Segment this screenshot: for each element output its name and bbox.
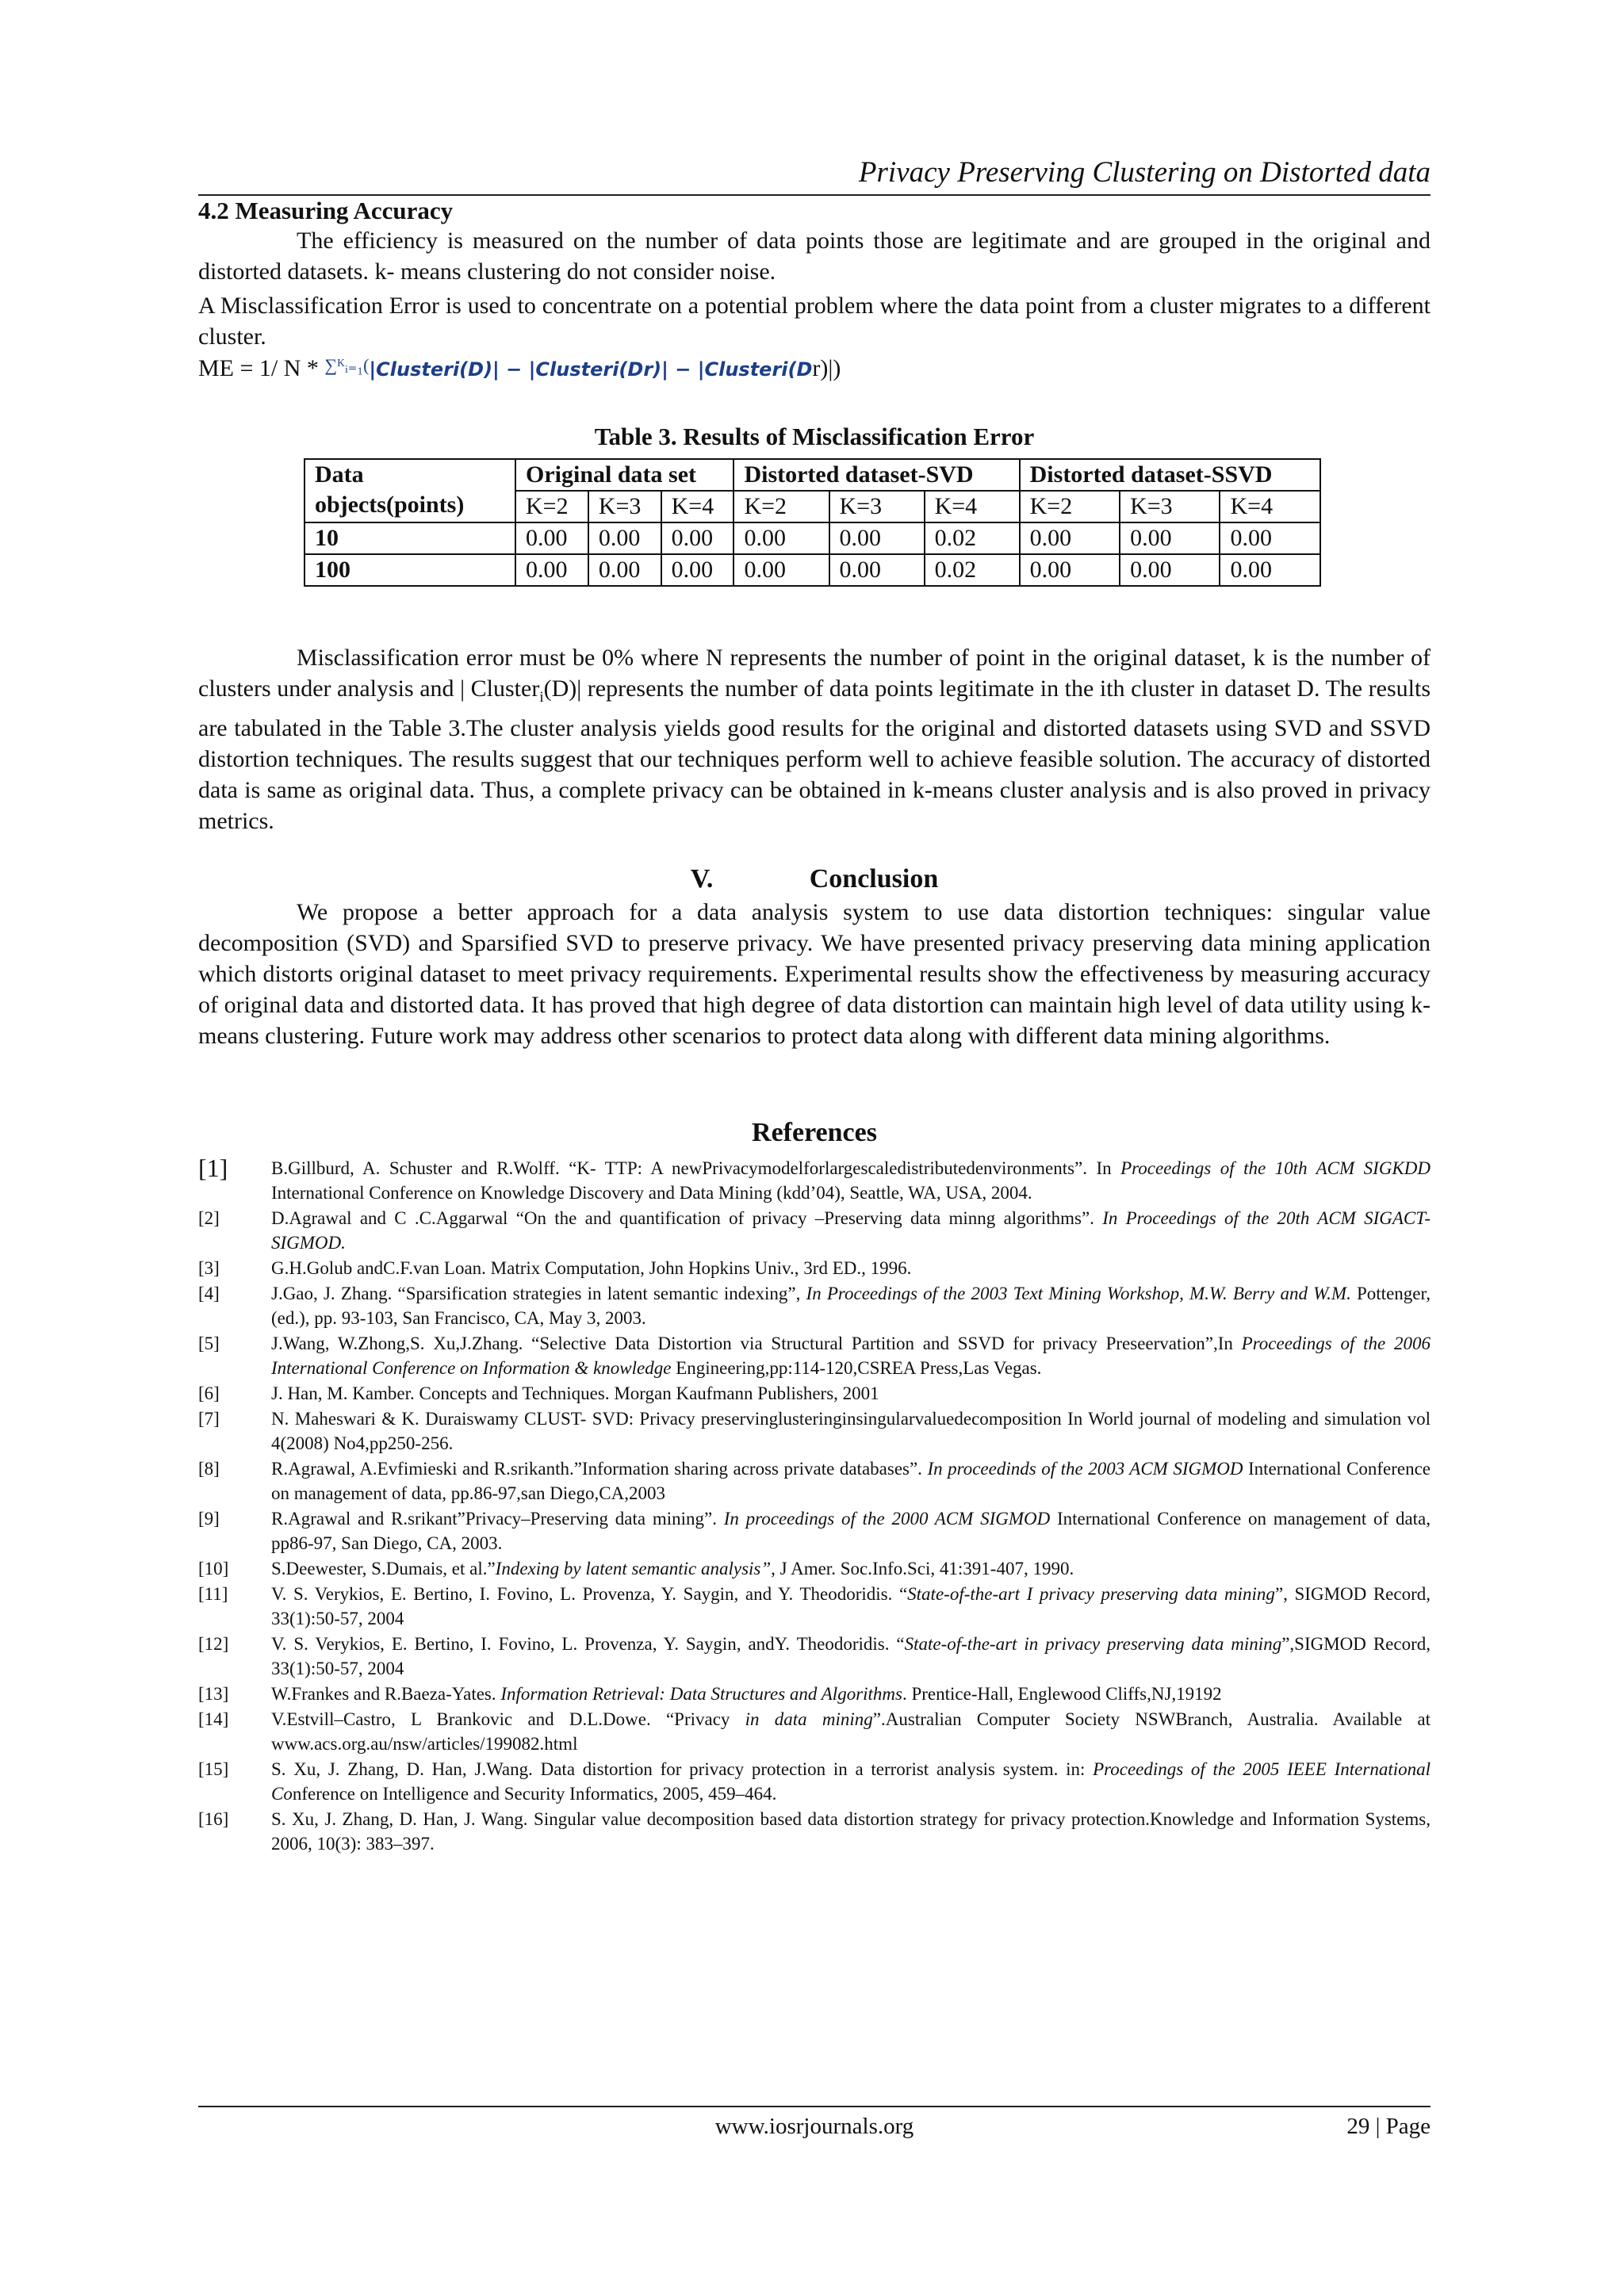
reference-italic-part: In Proceedings of the 20th ACM SIGACT-SIGMOD. <box>271 1208 1431 1253</box>
reference-number: [4] <box>198 1284 220 1303</box>
table-cell: 0.00 <box>661 554 734 586</box>
table-cell: 0.02 <box>925 554 1020 586</box>
table-cell: 0.00 <box>829 522 925 554</box>
reference-text <box>271 1156 1431 1205</box>
reference-item <box>198 1707 1431 1756</box>
formula-term-3: |Clusteri(D <box>697 358 813 381</box>
reference-text-part: J. Han, M. Kamber. Concepts and Techniques. Morgan Kaufmann Publishers, 2001 <box>271 1383 879 1403</box>
me-formula <box>198 355 841 382</box>
reference-item <box>198 1807 1431 1856</box>
reference-text-part: Engineering,pp:114-120,CSREA Press,Las Vegas. <box>671 1358 1042 1378</box>
footer-url: www.iosrjournals.org <box>714 2114 914 2139</box>
table-cell: 0.00 <box>515 522 588 554</box>
reference-item <box>198 1331 1431 1380</box>
reference-number: [6] <box>198 1383 220 1403</box>
table-header-svd: Distorted dataset-SVD <box>733 459 1019 491</box>
reference-text-part: V. S. Verykios, E. Bertino, I. Fovino, L. Provenza, Y. Saygin, and Y. Theodoridis. “ <box>271 1584 908 1604</box>
table-cell: 0.00 <box>661 522 734 554</box>
misclassification-table <box>304 458 1321 587</box>
table-cell: 0.00 <box>1220 522 1320 554</box>
table-cell: 0.00 <box>515 554 588 586</box>
reference-italic-part: Indexing by latent semantic analysis” <box>495 1559 772 1578</box>
reference-number: [5] <box>198 1334 220 1353</box>
reference-text-part: S. Xu, J. Zhang, D. Han, J.Wang. Data distortion for privacy protection in a terrorist analysis system. in: <box>271 1759 1094 1779</box>
formula-minus-2: − <box>668 358 698 381</box>
table-cell: 0.00 <box>733 554 829 586</box>
reference-number: [14] <box>198 1709 229 1729</box>
table-row <box>304 554 1320 586</box>
table-cell: 0.00 <box>1020 522 1120 554</box>
table-header-original: Original data set <box>515 459 733 491</box>
references-list <box>198 1156 1431 1857</box>
reference-text-part: V.Estvill–Castro, L Brankovic and D.L.Dowe. “Privacy <box>271 1709 745 1729</box>
reference-italic-part: In Proceedings of the 2003 Text Mining Workshop, M.W. Berry and W.M. <box>806 1284 1351 1303</box>
formula-prefix: ME = 1/ N * <box>198 355 325 381</box>
reference-text-part: , J Amer. Soc.Info.Sci, 41:391-407, 1990. <box>771 1559 1074 1578</box>
reference-italic-part: Proceedings of the 2006 International Conference on Information & knowledge <box>271 1334 1431 1378</box>
reference-text-part: International Conference on Knowledge Discovery and Data Mining (kdd’04), Seattle, WA, USA, 2004. <box>271 1183 1032 1203</box>
table-cell: 0.00 <box>1120 554 1220 586</box>
conclusion-heading <box>198 864 1431 894</box>
reference-number: [9] <box>198 1509 220 1529</box>
table-header-data-objects: Data objects(points) <box>304 459 515 522</box>
reference-text <box>271 1256 1431 1280</box>
reference-text <box>271 1582 1431 1631</box>
reference-italic-part: In proceedings of the 2000 ACM SIGMOD <box>723 1509 1051 1529</box>
row-label: 10 <box>304 522 515 554</box>
reference-text <box>271 1632 1431 1681</box>
references-heading: References <box>752 1118 877 1147</box>
reference-item <box>198 1381 1431 1406</box>
reference-text-part: nference on Intelligence and Security Informatics, 2005, 459–464. <box>292 1784 777 1804</box>
reference-number: [12] <box>198 1634 229 1654</box>
reference-text-part: Pottenger, (ed.), pp. 93-103, San Francisco, CA, May 3, 2003. <box>271 1284 1431 1328</box>
reference-item <box>198 1256 1431 1280</box>
k-label: K=4 <box>661 491 734 522</box>
reference-text-part: R.Agrawal, A.Evfimieski and R.srikanth.”Information sharing across private databases”. <box>271 1459 928 1479</box>
reference-item <box>198 1757 1431 1806</box>
k-label: K=2 <box>1020 491 1120 522</box>
reference-number: [1] <box>198 1154 228 1182</box>
reference-text <box>271 1556 1431 1581</box>
reference-item <box>198 1206 1431 1255</box>
reference-text-part: International Conference on management of data, pp86-97, San Diego, CA, 2003. <box>271 1509 1431 1553</box>
table-cell: 0.00 <box>829 554 925 586</box>
k-label: K=3 <box>588 491 661 522</box>
table-cell: 0.00 <box>1020 554 1120 586</box>
table-cell: 0.00 <box>1120 522 1220 554</box>
formula-minus-1: − <box>499 358 529 381</box>
table-row <box>304 522 1320 554</box>
reference-italic-part: In proceedinds of the 2003 ACM SIGMOD <box>927 1459 1243 1479</box>
reference-text-part: D.Agrawal and C .C.Aggarwal “On the and quantification of privacy –Preserving data minng algorithms”. <box>271 1208 1103 1228</box>
reference-text-part: ”, SIGMOD Record, 33(1):50-57, 2004 <box>271 1584 1431 1628</box>
reference-item <box>198 1556 1431 1581</box>
footer-rule <box>198 2106 1431 2107</box>
table-header-ssvd: Distorted dataset-SSVD <box>1020 459 1320 491</box>
table-cell: 0.00 <box>588 522 661 554</box>
reference-item <box>198 1632 1431 1681</box>
reference-text <box>271 1707 1431 1756</box>
reference-number: [11] <box>198 1584 228 1604</box>
reference-text-part: J.Wang, W.Zhong,S. Xu,J.Zhang. “Selective Data Distortion via Structural Partition and SSVD for privacy Preseervation”,In <box>271 1334 1242 1353</box>
formula-suffix: r)|) <box>812 355 841 381</box>
reference-item <box>198 1506 1431 1556</box>
reference-text <box>271 1281 1431 1330</box>
reference-text-part: G.H.Golub andC.F.van Loan. Matrix Computation, John Hopkins Univ., 3rd ED., 1996. <box>271 1258 912 1278</box>
reference-italic-part: Proceedings of the 2005 IEEE International Co <box>271 1759 1431 1804</box>
reference-number: [2] <box>198 1208 220 1228</box>
reference-text <box>271 1506 1431 1556</box>
reference-text <box>271 1406 1431 1456</box>
reference-italic-part: Information Retrieval: Data Structures and Algorithms <box>500 1684 902 1704</box>
reference-number: [13] <box>198 1684 229 1704</box>
reference-item <box>198 1281 1431 1330</box>
results-paragraph <box>198 642 1431 836</box>
reference-number: [3] <box>198 1258 220 1278</box>
results-text-2: (D)| represents the number of data points legitimate in the ith cluster in dataset D. The results are tabulated in the Table 3.The cluster analysis yields good results for the original and distorted datasets using SVD and SSVD distortion techniques. The results suggest that our techniques perform well to achieve feasible solution. The accuracy of distorted data is same as original data. Thus, a complete privacy can be obtained in k-means cluster analysis and is also proved in privacy metrics. <box>198 675 1431 834</box>
reference-number: [8] <box>198 1459 220 1479</box>
reference-italic-part: State-of-the-art I privacy preserving data mining <box>907 1584 1275 1604</box>
reference-text <box>271 1206 1431 1255</box>
k-label: K=4 <box>925 491 1020 522</box>
k-label: K=4 <box>1220 491 1320 522</box>
reference-text <box>271 1682 1431 1706</box>
formula-term-2: |Clusteri(Dr)| <box>528 358 668 381</box>
reference-text-part: International Conference on management of data, pp.86-97,san Diego,CA,2003 <box>271 1459 1431 1503</box>
misclassification-paragraph: A Misclassification Error is used to concentrate on a potential problem where the data point from a cluster migrates to a different cluster. <box>198 293 1431 350</box>
reference-italic-part: State-of-the-art in privacy preserving data mining <box>904 1634 1282 1654</box>
reference-item <box>198 1406 1431 1456</box>
reference-text-part: S. Xu, J. Zhang, D. Han, J. Wang. Singular value decomposition based data distortion strategy for privacy protection.Knowledge and Information Systems, 2006, 10(3): 383–397. <box>271 1809 1431 1854</box>
reference-italic-part: Proceedings of the 10th ACM SIGKDD <box>1120 1158 1431 1178</box>
reference-text-part: J.Gao, J. Zhang. “Sparsification strategies in latent semantic indexing”, <box>271 1284 806 1303</box>
reference-text-part: W.Frankes and R.Baeza-Yates. <box>271 1684 501 1704</box>
formula-term-1: |Clusteri(D)| <box>369 358 500 381</box>
table-cell: 0.00 <box>1220 554 1320 586</box>
reference-text <box>271 1381 1431 1406</box>
table-caption: Table 3. Results of Misclassification Error <box>594 423 1035 450</box>
reference-number: [15] <box>198 1759 229 1779</box>
reference-text-part: S.Deewester, S.Dumais, et al.” <box>271 1559 496 1578</box>
reference-text-part: ”.Australian Computer Society NSWBranch, Australia. Available at www.acs.org.au/nsw/articles/199082.html <box>271 1709 1431 1754</box>
k-label: K=3 <box>1120 491 1220 522</box>
k-label: K=2 <box>733 491 829 522</box>
reference-text-part: R.Agrawal and R.srikant”Privacy–Preserving data mining”. <box>271 1509 724 1529</box>
table-cell: 0.02 <box>925 522 1020 554</box>
reference-text <box>271 1456 1431 1506</box>
footer-page-number: 29 | Page <box>1346 2114 1431 2139</box>
results-text-1: Misclassification error must be 0% where N represents the number of point in the original dataset, k is the number of clusters under analysis and | Cluster <box>198 645 1431 702</box>
k-label: K=3 <box>829 491 925 522</box>
reference-text-part: . Prentice-Hall, Englewood Cliffs,NJ,19192 <box>902 1684 1222 1704</box>
reference-item <box>198 1682 1431 1706</box>
formula-sigma: ∑ᴷᵢ₌₁( <box>324 355 370 375</box>
results-subscript: i <box>539 689 544 706</box>
conclusion-title: Conclusion <box>809 864 939 894</box>
k-label: K=2 <box>515 491 588 522</box>
reference-text-part: V. S. Verykios, E. Bertino, I. Fovino, L. Provenza, Y. Saygin, andY. Theodoridis. “ <box>271 1634 905 1654</box>
running-header: Privacy Preserving Clustering on Distorted data <box>858 156 1431 189</box>
conclusion-number: V. <box>690 864 714 894</box>
table-cell: 0.00 <box>588 554 661 586</box>
reference-text-part: B.Gillburd, A. Schuster and R.Wolff. “K- TTP: A newPrivacymodelforlargescaledistributedenvironments”. In <box>271 1158 1121 1178</box>
table-cell: 0.00 <box>733 522 829 554</box>
reference-italic-part: in data mining <box>745 1709 873 1729</box>
table-header-row <box>304 459 1320 491</box>
row-label: 100 <box>304 554 515 586</box>
reference-item <box>198 1156 1431 1205</box>
reference-number: [16] <box>198 1809 229 1829</box>
conclusion-paragraph: We propose a better approach for a data analysis system to use data distortion techniques: singular value decomposition (SVD) and Sparsified SVD to preserve privacy. We have presented privacy preserving data mining application which distorts original dataset to meet privacy requirements. Experimental results show the effectiveness by measuring accuracy of original data and distorted data. It has proved that high degree of data distortion can maintain high level of data utility using k-means clustering. Future work may address other scenarios to protect data along with different data mining algorithms. <box>198 899 1431 1049</box>
accuracy-paragraph: The efficiency is measured on the number of data points those are legitimate and are grouped in the original and distorted datasets. k- means clustering do not consider noise. <box>198 228 1431 285</box>
reference-item <box>198 1582 1431 1631</box>
reference-text-part: ”,SIGMOD Record, 33(1):50-57, 2004 <box>271 1634 1431 1678</box>
section-heading: 4.2 Measuring Accuracy <box>198 197 454 224</box>
reference-text <box>271 1331 1431 1380</box>
reference-text <box>271 1807 1431 1856</box>
reference-item <box>198 1456 1431 1506</box>
reference-number: [10] <box>198 1559 229 1578</box>
reference-text-part: N. Maheswari & K. Duraiswamy CLUST- SVD: Privacy preservinglusteringinsingularvaluedecomposition In World journal of modeling and simulation vol 4(2008) No4,pp250-256. <box>271 1409 1431 1453</box>
reference-text <box>271 1757 1431 1806</box>
reference-number: [7] <box>198 1409 220 1429</box>
header-rule <box>198 194 1431 196</box>
